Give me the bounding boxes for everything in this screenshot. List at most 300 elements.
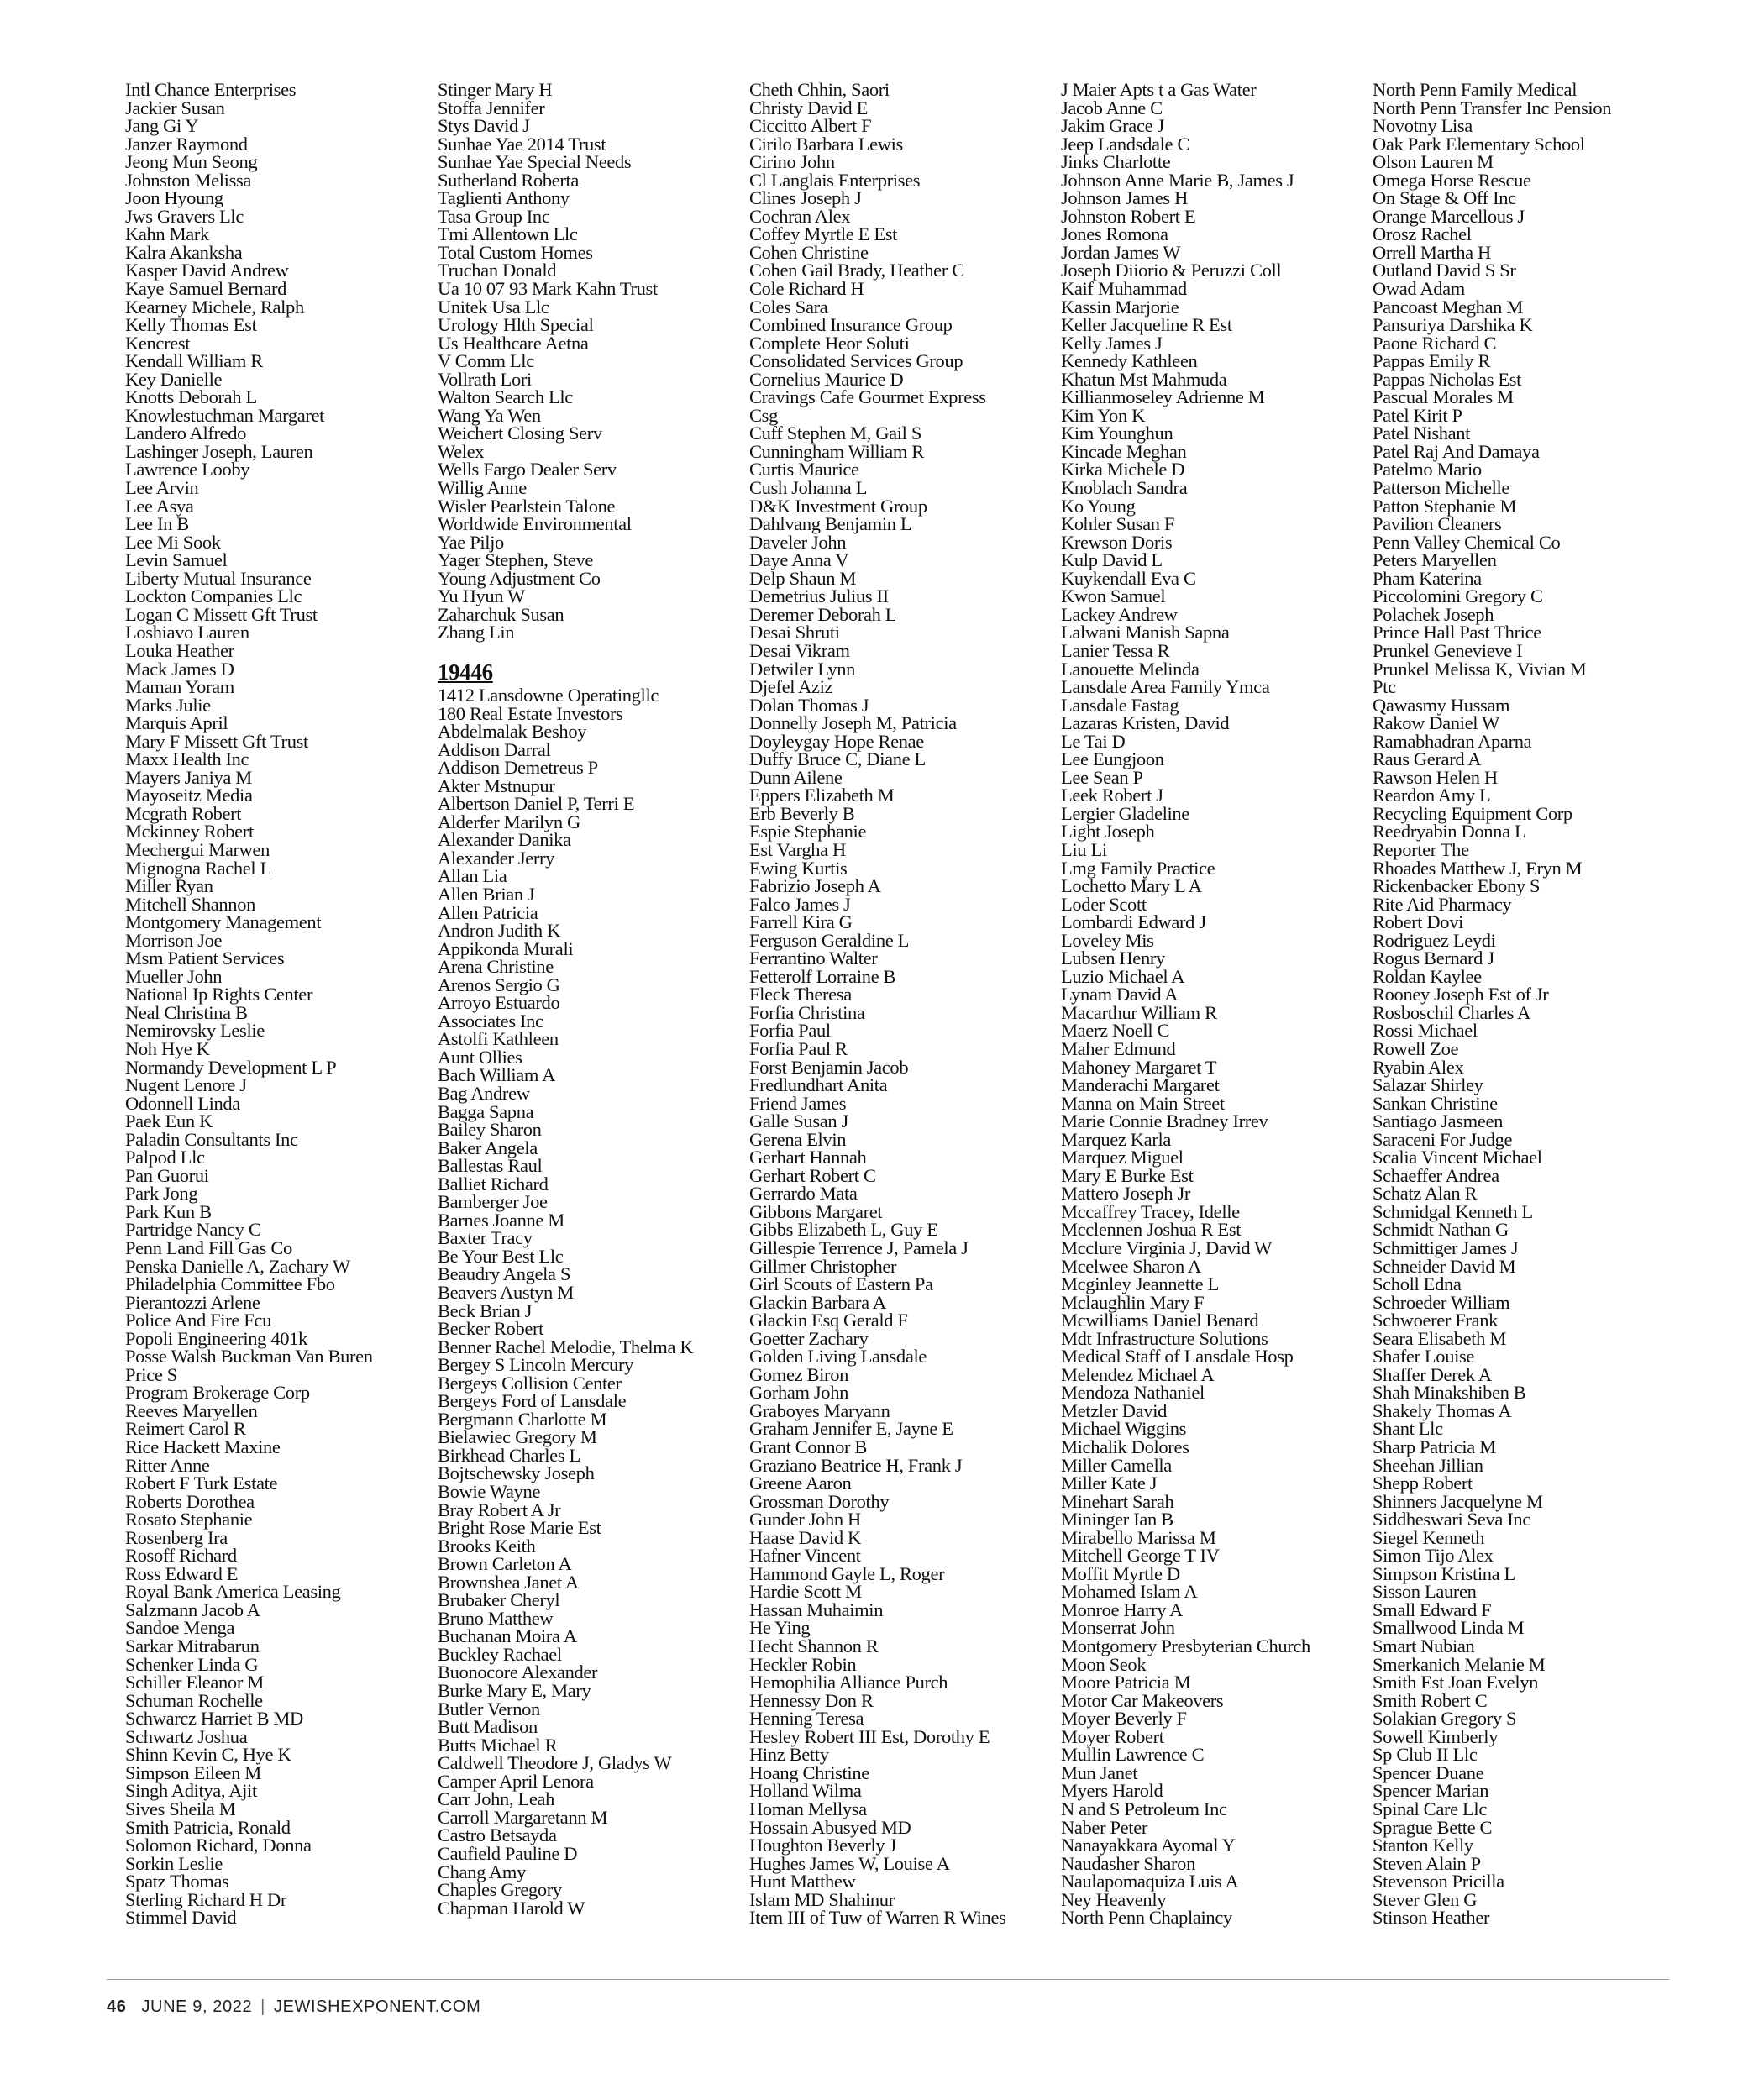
listing-entry: Curtis Maurice — [749, 459, 859, 480]
listing-entry: Hossain Abusyed MD — [749, 1816, 911, 1838]
listing-entry: Grossman Dorothy — [749, 1490, 890, 1512]
listing-entry: Buonocore Alexander — [438, 1662, 598, 1683]
listing-entry: Ptc — [1373, 676, 1396, 698]
listing-entry: Gunder John H — [749, 1509, 861, 1530]
listing-entry: Desai Vikram — [749, 639, 850, 661]
listing-entry: Camper April Lenora — [438, 1770, 594, 1792]
listing-entry: Chang Amy — [438, 1861, 526, 1882]
listing-entry: Chaples Gregory — [438, 1879, 562, 1901]
listing-entry: Bamberger Joe — [438, 1191, 548, 1213]
listing-entry: Cl Langlais Enterprises — [749, 169, 921, 191]
listing-entry: North Penn Chaplaincy — [1061, 1907, 1232, 1929]
listing-entry: Stever Glen G — [1373, 1888, 1478, 1910]
listing-entry: Brooks Keith — [438, 1535, 536, 1557]
listing-entry: Friend James — [749, 1092, 847, 1114]
listing-entry: Louka Heather — [125, 639, 234, 661]
listing-entry: Fleck Theresa — [749, 984, 852, 1005]
listing-entry: Addison Demetreus P — [438, 757, 598, 779]
listing-entry: Roberts Dorothea — [125, 1490, 255, 1512]
listing-entry: Macarthur William R — [1061, 1001, 1217, 1023]
listing-entry: Stys David J — [438, 115, 530, 137]
listing-entry: Pavilion Cleaners — [1373, 513, 1502, 535]
listing-entry: Moon Seok — [1061, 1653, 1147, 1675]
listing-entry: Jang Gi Y — [125, 115, 199, 137]
listing-entry: Khatun Mst Mahmuda — [1061, 368, 1227, 390]
listing-entry: Rakow Daniel W — [1373, 712, 1499, 734]
listing-entry: Houghton Beverly J — [749, 1835, 896, 1856]
listing-entry: Lanouette Melinda — [1061, 658, 1200, 680]
listing-entry: Mdt Infrastructure Solutions — [1061, 1327, 1268, 1349]
listing-entry: Shant Llc — [1373, 1418, 1443, 1440]
listing-entry: Schuman Rochelle — [125, 1689, 263, 1711]
listing-entry: Loshiavo Lauren — [125, 622, 249, 643]
listing-entry: Olson Lauren M — [1373, 151, 1494, 173]
listing-entry: Penska Danielle A, Zachary W — [125, 1255, 350, 1277]
listing-entry: 180 Real Estate Investors — [438, 702, 623, 724]
listing-entry: Bag Andrew — [438, 1082, 530, 1104]
listing-entry: Arroyo Estuardo — [438, 992, 560, 1014]
listing-entry: Logan C Missett Gft Trust — [125, 603, 318, 625]
listing-entry: Lee In B — [125, 513, 189, 535]
listing-entry: Abdelmalak Beshoy — [438, 721, 587, 743]
listing-entry: Schiller Eleanor M — [125, 1672, 264, 1693]
listing-entry: Graham Jennifer E, Jayne E — [749, 1418, 953, 1440]
listing-entry: Jackier Susan — [125, 97, 225, 118]
listing-entry: Graziano Beatrice H, Frank J — [749, 1454, 963, 1476]
listing-entry: Schroeder William — [1373, 1291, 1510, 1313]
listing-entry: Joon Hyoung — [125, 187, 223, 209]
listing-entry: Lazaras Kristen, David — [1061, 712, 1230, 734]
listing-entry: Jeep Landsdale C — [1061, 133, 1190, 155]
listing-entry: Gibbs Elizabeth L, Guy E — [749, 1219, 938, 1241]
listing-entry: Lackey Andrew — [1061, 603, 1178, 625]
listing-entry: Kassin Marjorie — [1061, 296, 1179, 318]
listing-entry: Desai Shruti — [749, 622, 840, 643]
listing-entry: Buchanan Moira A — [438, 1625, 577, 1647]
listing-entry: Hammond Gayle L, Roger — [749, 1562, 945, 1584]
listing-entry: Miller Kate J — [1061, 1473, 1158, 1494]
listing-entry: Sterling Richard H Dr — [125, 1888, 286, 1910]
listing-entry: Mclaughlin Mary F — [1061, 1291, 1205, 1313]
listing-entry: Marquez Karla — [1061, 1128, 1171, 1150]
listing-entry: Mcgrath Robert — [125, 802, 242, 824]
listing-entry: Kendall William R — [125, 350, 263, 372]
listing-entry: Rosato Stephanie — [125, 1509, 253, 1530]
listing-entry: Cirilo Barbara Lewis — [749, 133, 903, 155]
listing-entry: Monroe Harry A — [1061, 1599, 1184, 1620]
listing-entry: Graboyes Maryann — [749, 1399, 890, 1421]
listing-entry: Henning Teresa — [749, 1708, 864, 1730]
listing-column-1 — [125, 81, 423, 1927]
listing-entry: Jeong Mun Seong — [125, 151, 258, 173]
listing-entry: Oak Park Elementary School — [1373, 133, 1585, 155]
listing-entry: Carr John, Leah — [438, 1788, 555, 1810]
listing-entry: Orrell Martha H — [1373, 241, 1491, 263]
listing-entry: Grant Connor B — [749, 1436, 868, 1458]
listing-entry: Fabrizio Joseph A — [749, 875, 881, 897]
listing-entry: Holland Wilma — [749, 1780, 862, 1802]
listing-entry: Key Danielle — [125, 368, 223, 390]
listing-entry: On Stage & Off Inc — [1373, 187, 1516, 209]
listing-entry: Total Custom Homes — [438, 241, 593, 263]
listing-entry: Normandy Development L P — [125, 1056, 337, 1078]
listing-entry: Sorkin Leslie — [125, 1852, 223, 1874]
listing-entry: Moffit Myrtle D — [1061, 1562, 1180, 1584]
listing-entry: Gerena Elvin — [749, 1128, 847, 1150]
listing-entry: Johnson Anne Marie B, James J — [1061, 169, 1294, 191]
listing-entry: Hecht Shannon R — [749, 1635, 879, 1657]
listing-entry: Daye Anna V — [749, 549, 849, 571]
listing-entry: Wells Fargo Dealer Serv — [438, 459, 617, 480]
listing-entry: Kwon Samuel — [1061, 585, 1166, 607]
listing-entry: Novotny Lisa — [1373, 115, 1473, 137]
listing-entry: Janzer Raymond — [125, 133, 248, 155]
listing-entry: Butt Madison — [438, 1716, 538, 1738]
listing-column-5 — [1373, 81, 1671, 1927]
listing-entry: Lashinger Joseph, Lauren — [125, 440, 313, 462]
listing-entry: Ferrantino Walter — [749, 948, 878, 969]
listing-entry: Deremer Deborah L — [749, 603, 897, 625]
listing-entry: Ewing Kurtis — [749, 857, 848, 879]
listing-entry: Girl Scouts of Eastern Pa — [749, 1273, 933, 1295]
listing-entry: Myers Harold — [1061, 1780, 1163, 1802]
listing-entry: Item III of Tuw of Warren R Wines — [749, 1907, 1006, 1929]
listing-entry: Mitchell George T IV — [1061, 1545, 1220, 1567]
listing-entry: Maxx Health Inc — [125, 748, 249, 770]
listing-entry: Smart Nubian — [1373, 1635, 1475, 1657]
listing-entry: Be Your Best Llc — [438, 1245, 564, 1267]
listing-entry: Hafner Vincent — [749, 1545, 861, 1567]
listing-entry: Monserrat John — [1061, 1617, 1175, 1639]
listing-entry: Simpson Kristina L — [1373, 1562, 1515, 1584]
listing-entry: Mohamed Islam A — [1061, 1581, 1198, 1603]
listing-entry: Sunhae Yae 2014 Trust — [438, 133, 606, 155]
listing-entry: Andron Judith K — [438, 920, 560, 942]
listing-entry: Jones Romona — [1061, 223, 1168, 245]
listing-entry: Kencrest — [125, 332, 191, 354]
listing-entry: Forst Benjamin Jacob — [749, 1056, 909, 1078]
listing-entry: Brownshea Janet A — [438, 1571, 579, 1593]
listing-entry: Seara Elisabeth M — [1373, 1327, 1506, 1349]
listing-entry: Kim Younghun — [1061, 423, 1173, 444]
page-number: 46 — [107, 1998, 127, 2016]
listing-entry: Yae Piljo — [438, 531, 504, 553]
listing-entry: Spencer Marian — [1373, 1780, 1489, 1802]
listing-entry: Reardon Amy L — [1373, 785, 1491, 806]
listing-entry: Smith Est Joan Evelyn — [1373, 1672, 1539, 1693]
listing-entry: Kohler Susan F — [1061, 513, 1175, 535]
listing-entry: Roldan Kaylee — [1373, 965, 1482, 987]
listing-entry: Kalra Akanksha — [125, 241, 243, 263]
listing-entry: Lee Sean P — [1061, 766, 1143, 788]
listing-entry: Coles Sara — [749, 296, 828, 318]
listing-entry: Cirino John — [749, 151, 835, 173]
listing-entry: Simpson Eileen M — [125, 1761, 261, 1783]
listing-entry: Allen Brian J — [438, 883, 535, 905]
listing-entry: Michael Wiggins — [1061, 1418, 1187, 1440]
listing-entry: Becker Robert — [438, 1318, 544, 1340]
listing-entry: Greene Aaron — [749, 1473, 852, 1494]
listing-entry: Schwoerer Frank — [1373, 1310, 1499, 1331]
listing-entry: Mayers Janiya M — [125, 766, 252, 788]
listing-entry: Siegel Kenneth — [1373, 1526, 1485, 1548]
listing-entry: Mechergui Marwen — [125, 838, 270, 860]
listing-entry: Cush Johanna L — [749, 477, 868, 499]
listing-entry: Spencer Duane — [1373, 1761, 1484, 1783]
listing-entry: Light Joseph — [1061, 821, 1155, 843]
listing-entry: Spatz Thomas — [125, 1871, 229, 1893]
listing-entry: Rickenbacker Ebony S — [1373, 875, 1541, 897]
listing-entry: Alexander Danika — [438, 829, 571, 851]
listing-entry: Balliet Richard — [438, 1173, 549, 1194]
listing-entry: Stoffa Jennifer — [438, 97, 545, 118]
listing-entry: Owad Adam — [1373, 278, 1465, 300]
listing-entry: Zhang Lin — [438, 622, 515, 643]
listing-entry: Jinks Charlotte — [1061, 151, 1171, 173]
listing-entry: Johnston Melissa — [125, 169, 252, 191]
footer-separator: | — [260, 1998, 265, 2016]
listing-entry: Montgomery Presbyterian Church — [1061, 1635, 1310, 1657]
listing-entry: Brubaker Cheryl — [438, 1589, 560, 1611]
listing-entry: Maher Edmund — [1061, 1037, 1176, 1059]
listing-entry: Johnston Robert E — [1061, 205, 1196, 227]
listing-entry: Kim Yon K — [1061, 404, 1146, 426]
listing-entry: Tasa Group Inc — [438, 205, 550, 227]
listing-entry: Palpod Llc — [125, 1147, 205, 1168]
listing-entry: Sankan Christine — [1373, 1092, 1498, 1114]
listing-entry: Forfia Paul R — [749, 1037, 848, 1059]
listing-entry: Welex — [438, 440, 485, 462]
listing-entry: Partridge Nancy C — [125, 1219, 261, 1241]
listing-entry: Demetrius Julius II — [749, 585, 889, 607]
listing-entry: Marie Connie Bradney Irrev — [1061, 1110, 1268, 1132]
listing-entry: Benner Rachel Melodie, Thelma K — [438, 1336, 694, 1357]
listing-entry: Baker Angela — [438, 1137, 538, 1158]
listing-entry: Pierantozzi Arlene — [125, 1291, 260, 1313]
listing-entry: Stinger Mary H — [438, 79, 553, 100]
listing-entry: Cochran Alex — [749, 205, 851, 227]
listing-entry: Penn Land Fill Gas Co — [125, 1237, 292, 1258]
listing-entry: Pancoast Meghan M — [1373, 296, 1524, 318]
listing-entry: Simon Tijo Alex — [1373, 1545, 1494, 1567]
listing-entry: Santiago Jasmeen — [1373, 1110, 1503, 1132]
listing-entry: Popoli Engineering 401k — [125, 1327, 307, 1349]
listing-column-2 — [438, 81, 736, 1917]
listing-entry: Naulapomaquiza Luis A — [1061, 1871, 1239, 1893]
listing-entry: Lanier Tessa R — [1061, 639, 1170, 661]
listing-entry: Bright Rose Marie Est — [438, 1517, 601, 1539]
listing-entry: Shafer Louise — [1373, 1346, 1475, 1368]
listing-entry: Stimmel David — [125, 1907, 237, 1929]
listing-entry: Mack James D — [125, 658, 234, 680]
zip-code-heading: 19446 — [438, 659, 493, 685]
listing-entry: Cravings Cafe Gourmet Express — [749, 386, 986, 408]
listing-entry: Forfia Christina — [749, 1001, 865, 1023]
listing-entry: Goetter Zachary — [749, 1327, 869, 1349]
listing-entry: Lynam David A — [1061, 984, 1179, 1005]
listing-entry: Smallwood Linda M — [1373, 1617, 1525, 1639]
listing-entry: Paone Richard C — [1373, 332, 1497, 354]
listing-entry: Robert F Turk Estate — [125, 1473, 278, 1494]
listing-entry: Reeves Maryellen — [125, 1399, 258, 1421]
listing-entry: Naudasher Sharon — [1061, 1852, 1195, 1874]
listing-entry: Lee Mi Sook — [125, 531, 221, 553]
listing-entry: Miller Ryan — [125, 875, 213, 897]
listing-entry: Buckley Rachael — [438, 1643, 562, 1665]
listing-entry: Mirabello Marissa M — [1061, 1526, 1216, 1548]
listing-entry: Hughes James W, Louise A — [749, 1852, 950, 1874]
listing-entry: Mcelwee Sharon A — [1061, 1255, 1201, 1277]
listing-entry: He Ying — [749, 1617, 811, 1639]
listing-entry: Sisson Lauren — [1373, 1581, 1477, 1603]
listing-entry: Lee Eungjoon — [1061, 748, 1164, 770]
listing-entry: Kincade Meghan — [1061, 440, 1187, 462]
listing-entry: Butts Michael R — [438, 1734, 558, 1756]
listing-entry: Omega Horse Rescue — [1373, 169, 1531, 191]
listing-entry: Reporter The — [1373, 838, 1469, 860]
listing-entry: Shepp Robert — [1373, 1473, 1473, 1494]
listing-entry: Jacob Anne C — [1061, 97, 1163, 118]
listing-entry: Rooney Joseph Est of Jr — [1373, 984, 1549, 1005]
listing-entry: Scholl Edna — [1373, 1273, 1462, 1295]
listing-entry: Liu Li — [1061, 838, 1107, 860]
listing-entry: Robert Dovi — [1373, 911, 1464, 933]
listing-entry: Salzmann Jacob A — [125, 1599, 260, 1620]
listing-entry: Falco James J — [749, 893, 851, 915]
listing-entry: Yager Stephen, Steve — [438, 549, 594, 571]
listing-entry: Pappas Nicholas Est — [1373, 368, 1522, 390]
listing-entry: Heckler Robin — [749, 1653, 857, 1675]
listing-entry: Sunhae Yae Special Needs — [438, 151, 632, 173]
listing-entry: Cornelius Maurice D — [749, 368, 904, 390]
listing-entry: Kulp David L — [1061, 549, 1163, 571]
listing-entry: Sandoe Menga — [125, 1617, 235, 1639]
listing-entry: Mullin Lawrence C — [1061, 1744, 1205, 1766]
listing-entry: Golden Living Lansdale — [749, 1346, 927, 1368]
listing-entry: Espie Stephanie — [749, 821, 867, 843]
listing-entry: Pansuriya Darshika K — [1373, 314, 1533, 336]
listing-entry: Small Edward F — [1373, 1599, 1492, 1620]
listing-entry: Stanton Kelly — [1373, 1835, 1473, 1856]
listing-entry: Bergey S Lincoln Mercury — [438, 1354, 634, 1376]
listing-entry: Hoang Christine — [749, 1761, 869, 1783]
listing-entry: Cohen Gail Brady, Heather C — [749, 260, 964, 281]
listing-entry: Lee Asya — [125, 495, 194, 517]
listing-entry: Mitchell Shannon — [125, 893, 256, 915]
listing-entry: Prunkel Genevieve I — [1373, 639, 1523, 661]
listing-entry: Nanayakkara Ayomal Y — [1061, 1835, 1236, 1856]
listing-entry: Gorham John — [749, 1382, 849, 1404]
listing-entry: Kelly James J — [1061, 332, 1163, 354]
listing-entry: Royal Bank America Leasing — [125, 1581, 341, 1603]
listing-entry: Alderfer Marilyn G — [438, 811, 580, 832]
listing-entry: Knoblach Sandra — [1061, 477, 1188, 499]
listing-entry: Consolidated Services Group — [749, 350, 963, 372]
listing-entry: Islam MD Shahinur — [749, 1888, 895, 1910]
listing-entry: Spinal Care Llc — [1373, 1798, 1487, 1819]
listing-entry: Smith Robert C — [1373, 1689, 1488, 1711]
listing-entry: Kennedy Kathleen — [1061, 350, 1198, 372]
listing-entry: Allan Lia — [438, 865, 507, 887]
listing-entry: Beaudry Angela S — [438, 1263, 571, 1285]
listing-entry: Lubsen Henry — [1061, 948, 1165, 969]
listing-entry: Mcginley Jeannette L — [1061, 1273, 1219, 1295]
listing-entry: Complete Heor Soluti — [749, 332, 910, 354]
listing-entry: Schaeffer Andrea — [1373, 1164, 1499, 1186]
listing-entry: Hennessy Don R — [749, 1689, 874, 1711]
listing-entry: Orange Marcellous J — [1373, 205, 1525, 227]
listing-entry: Moyer Beverly F — [1061, 1708, 1187, 1730]
listing-entry: Loveley Mis — [1061, 929, 1154, 951]
listing-entry: Unitek Usa Llc — [438, 296, 549, 318]
listing-entry: Albertson Daniel P, Terri E — [438, 793, 635, 815]
listing-entry: Pascual Morales M — [1373, 386, 1514, 408]
listing-entry: Tmi Allentown Llc — [438, 223, 578, 245]
listing-entry: Joseph Diiorio & Peruzzi Coll — [1061, 260, 1282, 281]
listing-entry: Duffy Bruce C, Diane L — [749, 748, 926, 770]
listing-entry: Minehart Sarah — [1061, 1490, 1174, 1512]
listing-entry: Krewson Doris — [1061, 531, 1173, 553]
listing-entry: Arena Christine — [438, 956, 554, 978]
site-name: JEWISHEXPONENT.COM — [273, 1998, 481, 2016]
listing-entry: Forfia Paul — [749, 1020, 831, 1042]
listing-entry: Le Tai D — [1061, 730, 1126, 752]
listing-entry: Vollrath Lori — [438, 368, 532, 390]
listing-entry: Astolfi Kathleen — [438, 1028, 559, 1050]
listing-column-3 — [749, 81, 1047, 1927]
listing-entry: Est Vargha H — [749, 838, 846, 860]
listing-entry: Scalia Vincent Michael — [1373, 1147, 1542, 1168]
listing-entry: Marks Julie — [125, 694, 211, 716]
listing-entry: Lalwani Manish Sapna — [1061, 622, 1230, 643]
listing-entry: Piccolomini Gregory C — [1373, 585, 1543, 607]
listing-entry: Caldwell Theodore J, Gladys W — [438, 1752, 672, 1774]
listing-entry: Solakian Gregory S — [1373, 1708, 1517, 1730]
listing-entry: Odonnell Linda — [125, 1092, 240, 1114]
listing-entry: Police And Fire Fcu — [125, 1310, 271, 1331]
listing-entry: Prunkel Melissa K, Vivian M — [1373, 658, 1587, 680]
listing-entry: Moyer Robert — [1061, 1725, 1164, 1747]
listing-entry: Lochetto Mary L A — [1061, 875, 1202, 897]
listing-entry: Brown Carleton A — [438, 1553, 572, 1575]
listing-entry: Hassan Muhaimin — [749, 1599, 884, 1620]
listing-entry: Gerhart Robert C — [749, 1164, 876, 1186]
listing-entry: Arenos Sergio G — [438, 974, 560, 995]
listing-entry: Outland David S Sr — [1373, 260, 1516, 281]
listing-entry: Urology Hlth Special — [438, 314, 594, 336]
listing-entry: Stevenson Pricilla — [1373, 1871, 1504, 1893]
listing-entry: National Ip Rights Center — [125, 984, 313, 1005]
listing-entry: 1412 Lansdowne Operatingllc — [438, 684, 659, 706]
listing-entry: Reedryabin Donna L — [1373, 821, 1526, 843]
listing-entry: Sowell Kimberly — [1373, 1725, 1499, 1747]
listing-entry: Jakim Grace J — [1061, 115, 1164, 137]
listing-entry: Dunn Ailene — [749, 766, 843, 788]
listing-entry: Mayoseitz Media — [125, 785, 253, 806]
listing-entry: Patton Stephanie M — [1373, 495, 1517, 517]
listing-entry: Msm Patient Services — [125, 948, 285, 969]
listing-entry: Paek Eun K — [125, 1110, 213, 1132]
listing-entry: Bergmann Charlotte M — [438, 1408, 607, 1430]
listing-entry: Gillmer Christopher — [749, 1255, 897, 1277]
listing-entry: Sarkar Mitrabarun — [125, 1635, 260, 1657]
listing-entry: Gomez Biron — [749, 1363, 848, 1385]
listing-entry: Patel Kirit P — [1373, 404, 1462, 426]
listing-entry: Ko Young — [1061, 495, 1136, 517]
listing-entry: Dolan Thomas J — [749, 694, 869, 716]
listing-entry: Sprague Bette C — [1373, 1816, 1493, 1838]
page-footer — [107, 1998, 480, 2017]
